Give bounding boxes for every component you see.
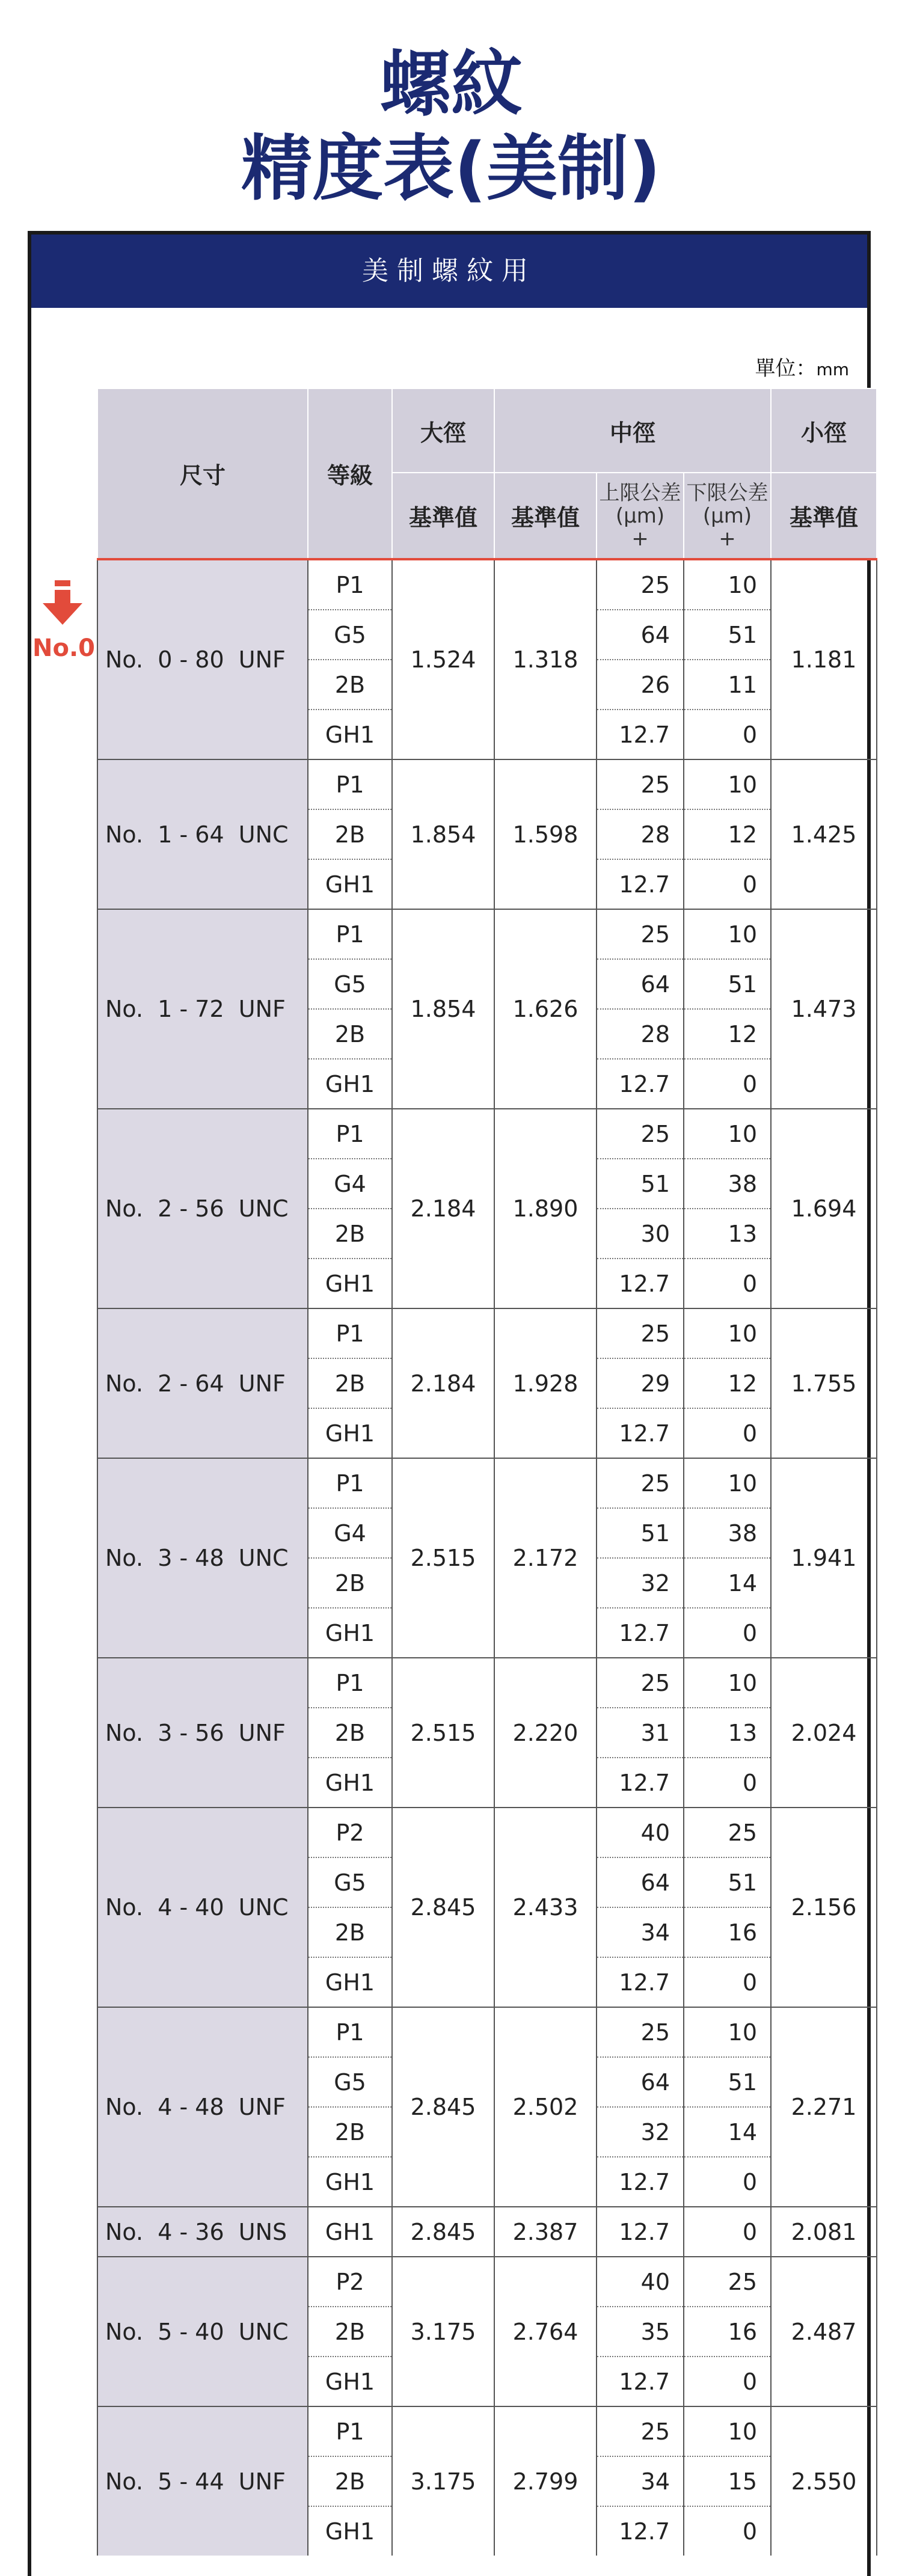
major-base-cell: 3.175 xyxy=(392,2257,494,2406)
minor-base-cell: 2.271 xyxy=(771,2007,877,2207)
lower-tolerance-cell: 10 xyxy=(684,759,771,809)
pitch-base-cell: 1.598 xyxy=(494,759,597,909)
pitch-base-cell: 1.890 xyxy=(494,1109,597,1308)
thread-precision-table xyxy=(97,388,877,2556)
grade-cell: G4 xyxy=(308,1159,392,1209)
upper-tolerance-cell: 29 xyxy=(597,1358,684,1408)
pitch-base-cell: 2.799 xyxy=(494,2406,597,2556)
lower-tolerance-cell: 14 xyxy=(684,2107,771,2157)
upper-tolerance-cell: 40 xyxy=(597,2257,684,2307)
section-banner: 美制螺紋用 xyxy=(31,235,867,308)
grade-cell: GH1 xyxy=(308,710,392,759)
upper-tolerance-cell: 12.7 xyxy=(597,859,684,909)
lower-tolerance-cell: 0 xyxy=(684,1758,771,1808)
grade-cell: 2B xyxy=(308,1907,392,1957)
lower-tolerance-cell: 0 xyxy=(684,2357,771,2406)
page-title-line1: 螺紋 xyxy=(379,43,522,126)
lower-tolerance-cell: 0 xyxy=(684,2157,771,2207)
grade-cell: GH1 xyxy=(308,1059,392,1109)
major-base-cell: 2.515 xyxy=(392,1658,494,1808)
pitch-base-cell: 2.502 xyxy=(494,2007,597,2207)
header-size: 尺寸 xyxy=(97,388,308,559)
table-row xyxy=(97,1808,877,1857)
upper-tolerance-cell: 12.7 xyxy=(597,1608,684,1658)
grade-cell: G5 xyxy=(308,610,392,660)
size-cell: No. 0 - 80 UNF xyxy=(97,559,308,759)
grade-cell: P1 xyxy=(308,1458,392,1508)
size-cell: No. 2 - 64 UNF xyxy=(97,1308,308,1458)
grade-cell: 2B xyxy=(308,809,392,859)
lower-tolerance-cell: 51 xyxy=(684,2057,771,2107)
upper-tolerance-cell: 40 xyxy=(597,1808,684,1857)
lower-tolerance-cell: 16 xyxy=(684,1907,771,1957)
upper-tolerance-cell: 25 xyxy=(597,1109,684,1159)
lower-tolerance-cell: 11 xyxy=(684,660,771,710)
table-row xyxy=(97,2257,877,2307)
grade-cell: GH1 xyxy=(308,2506,392,2556)
header-grade: 等級 xyxy=(308,388,392,559)
table-row xyxy=(97,2207,877,2257)
grade-cell: P1 xyxy=(308,1658,392,1708)
lower-tolerance-cell: 0 xyxy=(684,2506,771,2556)
no0-marker xyxy=(32,580,93,662)
grade-cell: GH1 xyxy=(308,1259,392,1308)
table-row xyxy=(97,2406,877,2456)
grade-cell: GH1 xyxy=(308,1957,392,2007)
upper-tolerance-cell: 25 xyxy=(597,2007,684,2057)
upper-tolerance-cell: 12.7 xyxy=(597,2157,684,2207)
upper-tolerance-cell: 34 xyxy=(597,1907,684,1957)
major-base-cell: 1.854 xyxy=(392,909,494,1109)
pitch-base-cell: 2.764 xyxy=(494,2257,597,2406)
header-pitch: 中徑 xyxy=(494,388,771,473)
lower-tolerance-cell: 10 xyxy=(684,1458,771,1508)
upper-tolerance-cell: 12.7 xyxy=(597,1059,684,1109)
table-row xyxy=(97,1458,877,1508)
lower-tolerance-cell: 51 xyxy=(684,610,771,660)
upper-tolerance-cell: 64 xyxy=(597,2057,684,2107)
grade-cell: GH1 xyxy=(308,2157,392,2207)
lower-tolerance-cell: 13 xyxy=(684,1209,771,1259)
pitch-base-cell: 1.928 xyxy=(494,1308,597,1458)
upper-tolerance-cell: 12.7 xyxy=(597,2506,684,2556)
grade-cell: GH1 xyxy=(308,1408,392,1458)
upper-tolerance-cell: 64 xyxy=(597,1857,684,1907)
grade-cell: G5 xyxy=(308,1857,392,1907)
upper-tolerance-cell: 25 xyxy=(597,759,684,809)
lower-tolerance-cell: 38 xyxy=(684,1159,771,1209)
lower-tolerance-cell: 25 xyxy=(684,1808,771,1857)
grade-cell: P1 xyxy=(308,759,392,809)
grade-cell: GH1 xyxy=(308,859,392,909)
grade-cell: GH1 xyxy=(308,2207,392,2257)
grade-cell: 2B xyxy=(308,1209,392,1259)
upper-tolerance-cell: 31 xyxy=(597,1708,684,1758)
upper-tolerance-cell: 12.7 xyxy=(597,2357,684,2406)
minor-base-cell: 1.181 xyxy=(771,559,877,759)
upper-tolerance-cell: 34 xyxy=(597,2456,684,2506)
pitch-base-cell: 2.387 xyxy=(494,2207,597,2257)
header-minor: 小徑 xyxy=(771,388,877,473)
size-cell: No. 5 - 40 UNC xyxy=(97,2257,308,2406)
header-minor-base: 基準值 xyxy=(771,473,877,559)
down-arrow-icon xyxy=(41,580,84,628)
table-row xyxy=(97,1308,877,1358)
unit-value: mm xyxy=(816,360,849,379)
grade-cell: GH1 xyxy=(308,1758,392,1808)
pitch-base-cell: 2.172 xyxy=(494,1458,597,1658)
upper-tolerance-cell: 25 xyxy=(597,1658,684,1708)
lower-tolerance-cell: 14 xyxy=(684,1558,771,1608)
table-row xyxy=(97,1109,877,1159)
minor-base-cell: 2.024 xyxy=(771,1658,877,1808)
grade-cell: 2B xyxy=(308,1558,392,1608)
minor-base-cell: 2.156 xyxy=(771,1808,877,2007)
major-base-cell: 3.175 xyxy=(392,2406,494,2556)
grade-cell: 2B xyxy=(308,1708,392,1758)
lower-tolerance-cell: 25 xyxy=(684,2257,771,2307)
upper-tolerance-cell: 32 xyxy=(597,2107,684,2157)
grade-cell: GH1 xyxy=(308,1608,392,1658)
major-base-cell: 2.184 xyxy=(392,1109,494,1308)
upper-tolerance-cell: 26 xyxy=(597,660,684,710)
grade-cell: 2B xyxy=(308,1009,392,1059)
major-base-cell: 1.524 xyxy=(392,559,494,759)
grade-cell: G5 xyxy=(308,2057,392,2107)
minor-base-cell: 1.473 xyxy=(771,909,877,1109)
upper-tolerance-cell: 51 xyxy=(597,1159,684,1209)
upper-tolerance-cell: 25 xyxy=(597,1458,684,1508)
pitch-base-cell: 1.318 xyxy=(494,559,597,759)
major-base-cell: 2.845 xyxy=(392,2207,494,2257)
lower-tolerance-cell: 13 xyxy=(684,1708,771,1758)
minor-base-cell: 2.487 xyxy=(771,2257,877,2406)
lower-tolerance-cell: 12 xyxy=(684,1009,771,1059)
lower-tolerance-cell: 0 xyxy=(684,859,771,909)
lower-tolerance-cell: 15 xyxy=(684,2456,771,2506)
header-pitch-base: 基準值 xyxy=(494,473,597,559)
grade-cell: P1 xyxy=(308,2406,392,2456)
minor-base-cell: 2.550 xyxy=(771,2406,877,2556)
grade-cell: P1 xyxy=(308,559,392,610)
lower-tolerance-cell: 0 xyxy=(684,1259,771,1308)
size-cell: No. 3 - 56 UNF xyxy=(97,1658,308,1808)
lower-tolerance-cell: 10 xyxy=(684,909,771,959)
lower-tolerance-cell: 0 xyxy=(684,1608,771,1658)
header-upper-tolerance: 上限公差 (µm) + xyxy=(597,473,684,559)
lower-tolerance-cell: 10 xyxy=(684,2007,771,2057)
minor-base-cell: 2.081 xyxy=(771,2207,877,2257)
lower-tolerance-cell: 0 xyxy=(684,1059,771,1109)
major-base-cell: 2.845 xyxy=(392,1808,494,2007)
upper-tolerance-cell: 64 xyxy=(597,959,684,1009)
table-row xyxy=(97,559,877,610)
lower-tolerance-cell: 51 xyxy=(684,1857,771,1907)
grade-cell: P1 xyxy=(308,909,392,959)
grade-cell: G4 xyxy=(308,1508,392,1558)
lower-tolerance-cell: 10 xyxy=(684,559,771,610)
lower-tolerance-cell: 0 xyxy=(684,2207,771,2257)
upper-tolerance-cell: 32 xyxy=(597,1558,684,1608)
grade-cell: GH1 xyxy=(308,2357,392,2406)
lower-tolerance-cell: 16 xyxy=(684,2307,771,2357)
lower-tolerance-cell: 38 xyxy=(684,1508,771,1558)
upper-tolerance-cell: 25 xyxy=(597,909,684,959)
header-major-base: 基準值 xyxy=(392,473,494,559)
grade-cell: 2B xyxy=(308,2456,392,2506)
table-row xyxy=(97,909,877,959)
upper-tolerance-cell: 12.7 xyxy=(597,2207,684,2257)
lower-tolerance-cell: 10 xyxy=(684,1308,771,1358)
marker-label: No.0 xyxy=(32,634,95,662)
upper-tolerance-cell: 64 xyxy=(597,610,684,660)
lower-tolerance-cell: 0 xyxy=(684,1408,771,1458)
size-cell: No. 4 - 40 UNC xyxy=(97,1808,308,2007)
size-cell: No. 3 - 48 UNC xyxy=(97,1458,308,1658)
pitch-base-cell: 2.433 xyxy=(494,1808,597,2007)
upper-tolerance-cell: 28 xyxy=(597,809,684,859)
upper-tolerance-cell: 30 xyxy=(597,1209,684,1259)
upper-tolerance-cell: 12.7 xyxy=(597,1408,684,1458)
grade-cell: 2B xyxy=(308,2307,392,2357)
minor-base-cell: 1.755 xyxy=(771,1308,877,1458)
major-base-cell: 2.845 xyxy=(392,2007,494,2207)
minor-base-cell: 1.694 xyxy=(771,1109,877,1308)
grade-cell: G5 xyxy=(308,959,392,1009)
upper-tolerance-cell: 25 xyxy=(597,1308,684,1358)
table-panel xyxy=(28,231,871,2576)
lower-tolerance-cell: 12 xyxy=(684,809,771,859)
upper-tolerance-cell: 25 xyxy=(597,2406,684,2456)
size-cell: No. 1 - 64 UNC xyxy=(97,759,308,909)
pitch-base-cell: 1.626 xyxy=(494,909,597,1109)
grade-cell: P2 xyxy=(308,1808,392,1857)
lower-tolerance-cell: 10 xyxy=(684,1109,771,1159)
major-base-cell: 2.184 xyxy=(392,1308,494,1458)
size-cell: No. 1 - 72 UNF xyxy=(97,909,308,1109)
table-row xyxy=(97,759,877,809)
upper-tolerance-cell: 51 xyxy=(597,1508,684,1558)
lower-tolerance-cell: 10 xyxy=(684,2406,771,2456)
minor-base-cell: 1.425 xyxy=(771,759,877,909)
grade-cell: P1 xyxy=(308,1308,392,1358)
lower-tolerance-cell: 12 xyxy=(684,1358,771,1408)
major-base-cell: 2.515 xyxy=(392,1458,494,1658)
lower-tolerance-cell: 0 xyxy=(684,710,771,759)
table-row xyxy=(97,1658,877,1708)
lower-tolerance-cell: 0 xyxy=(684,1957,771,2007)
upper-tolerance-cell: 25 xyxy=(597,559,684,610)
size-cell: No. 5 - 44 UNF xyxy=(97,2406,308,2556)
grade-cell: P1 xyxy=(308,2007,392,2057)
upper-tolerance-cell: 35 xyxy=(597,2307,684,2357)
upper-tolerance-cell: 12.7 xyxy=(597,710,684,759)
table-row xyxy=(97,2007,877,2057)
grade-cell: 2B xyxy=(308,660,392,710)
pitch-base-cell: 2.220 xyxy=(494,1658,597,1808)
upper-tolerance-cell: 28 xyxy=(597,1009,684,1059)
page-title-line2: 精度表(美制) xyxy=(241,127,661,210)
grade-cell: P1 xyxy=(308,1109,392,1159)
major-base-cell: 1.854 xyxy=(392,759,494,909)
size-cell: No. 2 - 56 UNC xyxy=(97,1109,308,1308)
lower-tolerance-cell: 51 xyxy=(684,959,771,1009)
upper-tolerance-cell: 12.7 xyxy=(597,1957,684,2007)
upper-tolerance-cell: 12.7 xyxy=(597,1758,684,1808)
grade-cell: 2B xyxy=(308,1358,392,1408)
unit-label: 單位：mm xyxy=(755,357,849,381)
upper-tolerance-cell: 12.7 xyxy=(597,1259,684,1308)
size-cell: No. 4 - 36 UNS xyxy=(97,2207,308,2257)
header-lower-tolerance: 下限公差 (µm) + xyxy=(684,473,771,559)
grade-cell: 2B xyxy=(308,2107,392,2157)
size-cell: No. 4 - 48 UNF xyxy=(97,2007,308,2207)
minor-base-cell: 1.941 xyxy=(771,1458,877,1658)
grade-cell: P2 xyxy=(308,2257,392,2307)
header-major: 大徑 xyxy=(392,388,494,473)
lower-tolerance-cell: 10 xyxy=(684,1658,771,1708)
